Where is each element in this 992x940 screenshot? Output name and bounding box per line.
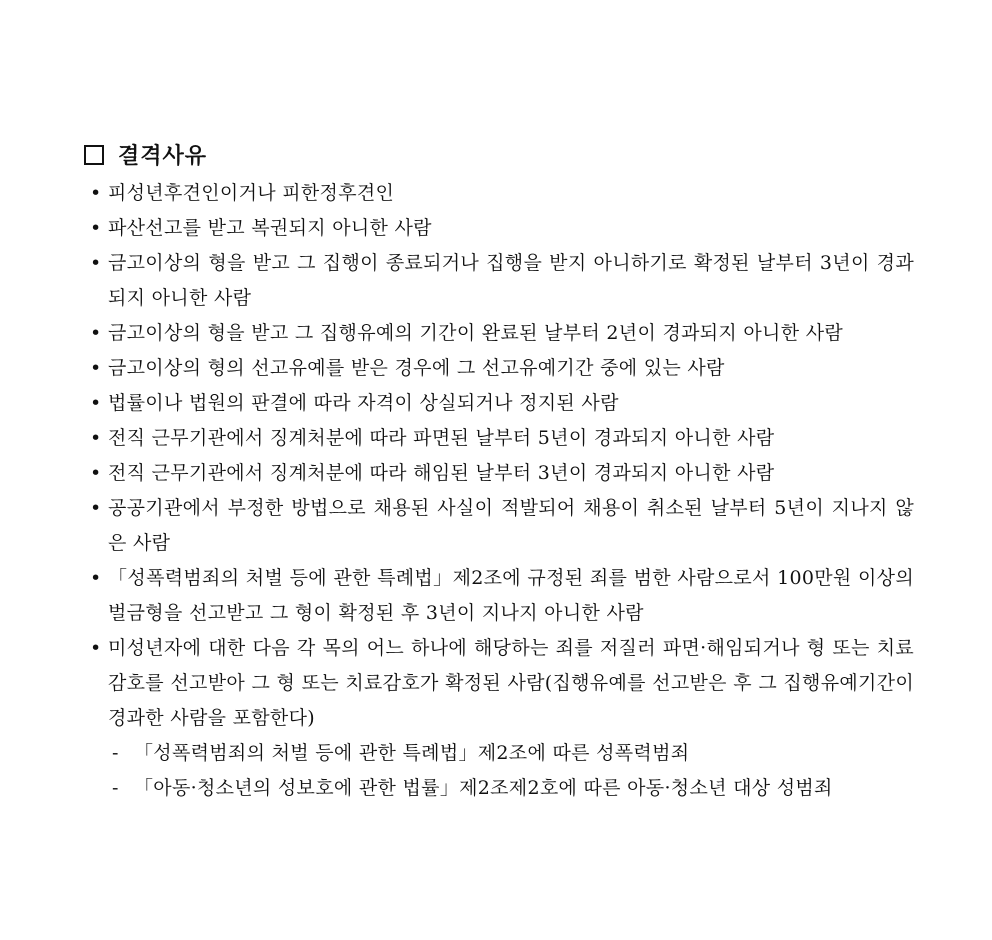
bullet-icon: • bbox=[90, 567, 102, 589]
document-body bbox=[84, 136, 914, 806]
sub-item-text: 「성폭력범죄의 처벌 등에 관한 특례법」제2조에 따른 성폭력범죄 bbox=[134, 742, 690, 764]
sub-item bbox=[84, 736, 914, 771]
section-heading bbox=[84, 136, 914, 172]
list-item-text: 금고이상의 형을 받고 그 집행유예의 기간이 완료된 날부터 2년이 경과되지 아니한 사람 bbox=[108, 322, 844, 344]
list-item bbox=[84, 456, 914, 491]
list-item bbox=[84, 491, 914, 561]
list-item-text: 전직 근무기관에서 징계처분에 따라 해임된 날부터 3년이 경과되지 아니한 사람 bbox=[108, 462, 775, 484]
list-item bbox=[84, 316, 914, 351]
list-item-text: 미성년자에 대한 다음 각 목의 어느 하나에 해당하는 죄를 저질러 파면·해임되거나 형 또는 치료감호를 선고받아 그 형 또는 치료감호가 확정된 사람(집행유예를 선고받은 후 그 집행유예기간이 경과한 사람을 포함한다) bbox=[108, 637, 914, 729]
list-item-text: 피성년후견인이거나 피한정후견인 bbox=[108, 182, 395, 204]
list-item-text: 파산선고를 받고 복권되지 아니한 사람 bbox=[108, 217, 432, 239]
list-item-text: 금고이상의 형을 받고 그 집행이 종료되거나 집행을 받지 아니하기로 확정된 날부터 3년이 경과되지 아니한 사람 bbox=[108, 252, 914, 309]
checkbox-square-icon bbox=[84, 145, 104, 165]
list-item-text: 「성폭력범죄의 처벌 등에 관한 특례법」제2조에 규정된 죄를 범한 사람으로서 100만원 이상의 벌금형을 선고받고 그 형이 확정된 후 3년이 지나지 아니한 사람 bbox=[108, 567, 914, 624]
bullet-icon: • bbox=[90, 392, 102, 414]
list-item bbox=[84, 351, 914, 386]
list-item-text: 금고이상의 형의 선고유예를 받은 경우에 그 선고유예기간 중에 있는 사람 bbox=[108, 357, 725, 379]
list-item bbox=[84, 211, 914, 246]
list-item bbox=[84, 246, 914, 316]
sub-item-text: 「아동·청소년의 성보호에 관한 법률」제2조제2호에 따른 아동·청소년 대상 성범죄 bbox=[134, 777, 833, 799]
bullet-icon: • bbox=[90, 217, 102, 239]
section-title: 결격사유 bbox=[118, 143, 208, 169]
bullet-icon: • bbox=[90, 427, 102, 449]
list-item bbox=[84, 176, 914, 211]
disqualification-list bbox=[84, 176, 914, 736]
list-item-text: 전직 근무기관에서 징계처분에 따라 파면된 날부터 5년이 경과되지 아니한 사람 bbox=[108, 427, 775, 449]
bullet-icon: • bbox=[90, 462, 102, 484]
bullet-icon: • bbox=[90, 322, 102, 344]
dash-icon: - bbox=[112, 777, 119, 799]
list-item bbox=[84, 631, 914, 736]
bullet-icon: • bbox=[90, 252, 102, 274]
list-item-text: 공공기관에서 부정한 방법으로 채용된 사실이 적발되어 채용이 취소된 날부터 5년이 지나지 않은 사람 bbox=[108, 497, 914, 554]
list-item bbox=[84, 421, 914, 456]
bullet-icon: • bbox=[90, 497, 102, 519]
list-item bbox=[84, 561, 914, 631]
list-item-text: 법률이나 법원의 판결에 따라 자격이 상실되거나 정지된 사람 bbox=[108, 392, 619, 414]
list-item bbox=[84, 386, 914, 421]
bullet-icon: • bbox=[90, 357, 102, 379]
bullet-icon: • bbox=[90, 182, 102, 204]
dash-icon: - bbox=[112, 742, 119, 764]
sub-item bbox=[84, 771, 914, 806]
bullet-icon: • bbox=[90, 637, 102, 659]
